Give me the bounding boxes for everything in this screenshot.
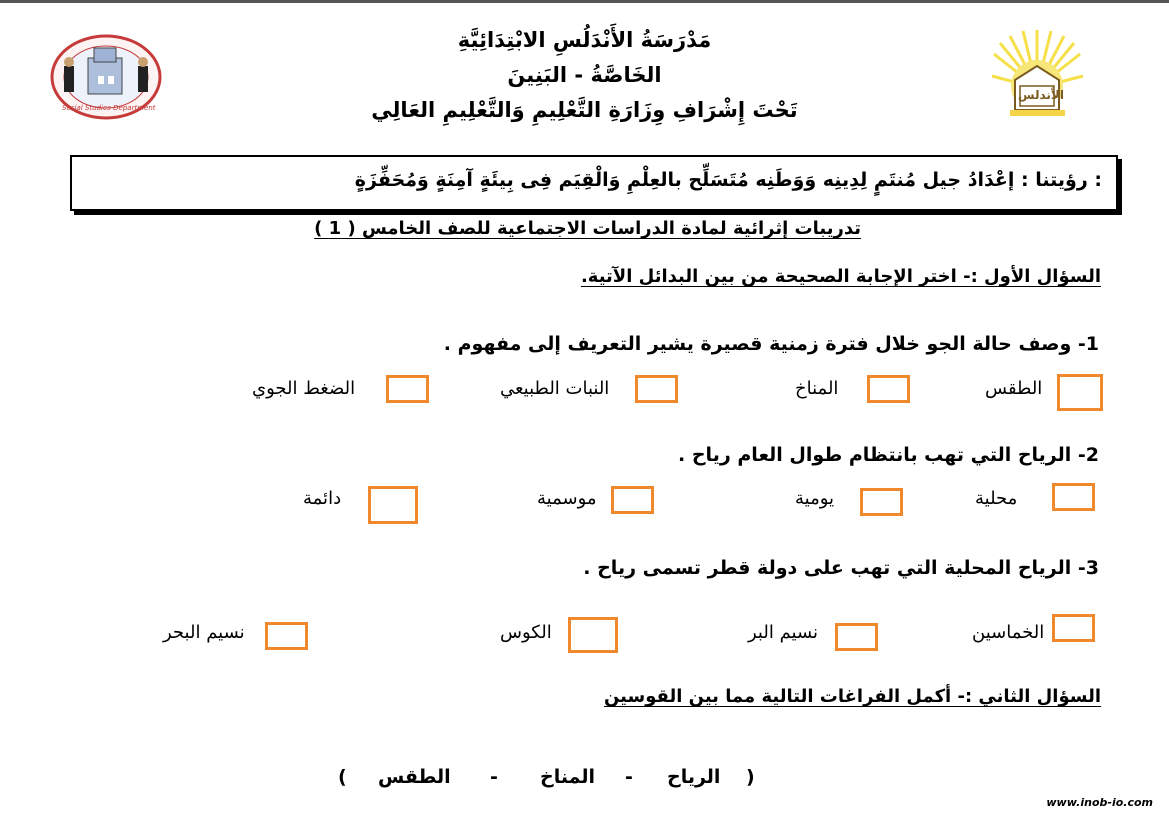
- option-label: النبات الطبيعي: [500, 378, 610, 399]
- vision-box: [70, 155, 1118, 211]
- option-label: الخماسين: [972, 622, 1045, 643]
- top-border: [0, 0, 1169, 3]
- checkbox-option[interactable]: [835, 623, 878, 651]
- checkbox-option[interactable]: [611, 486, 654, 514]
- logo-text: الأندلس: [1018, 88, 1064, 102]
- school-name: مَدْرَسَةُ الأَنْدَلُسِ الابْتِدَائِيَّةِ: [457, 28, 712, 52]
- question-two-heading: السؤال الثاني :- أكمل الفراغات التالية مما بين القوسين: [603, 686, 1101, 707]
- checkbox-option[interactable]: [386, 375, 429, 403]
- word-bank-word: المناخ: [540, 766, 595, 788]
- ministry-supervision: تَحْتَ إِشْرَافِ وِزَارَةِ التَّعْلِيمِ وَالتَّعْلِيمِ العَالِي: [371, 98, 798, 122]
- question-1-text: 1- وصف حالة الجو خلال فترة زمنية قصيرة يشير التعريف إلى مفهوم .: [443, 333, 1099, 355]
- website-footer: www.inob-io.com: [1046, 796, 1153, 809]
- option-label: دائمة: [303, 488, 342, 509]
- school-section: الخَاصَّةُ - البَنِينَ: [507, 63, 662, 87]
- department-logo-text: Social Studies Department: [62, 104, 156, 112]
- option-label: الكوس: [500, 622, 552, 643]
- word-bank-open-paren: (: [746, 766, 755, 788]
- checkbox-option[interactable]: [635, 375, 678, 403]
- checkbox-option[interactable]: [1057, 374, 1103, 411]
- word-bank-word: الرياح: [667, 766, 721, 788]
- word-bank-separator: -: [625, 766, 633, 788]
- checkbox-option[interactable]: [368, 486, 418, 524]
- option-label: نسيم البحر: [163, 622, 245, 643]
- question-3-text: 3- الرياح المحلية التي تهب على دولة قطر تسمى رياح .: [583, 557, 1099, 579]
- word-bank-close-paren: ): [338, 766, 347, 788]
- option-label: نسيم البر: [748, 622, 819, 643]
- checkbox-option[interactable]: [265, 622, 308, 650]
- word-bank-separator: -: [490, 766, 498, 788]
- option-label: الطقس: [985, 378, 1043, 399]
- checkbox-option[interactable]: [1052, 483, 1095, 511]
- option-label: محلية: [975, 488, 1018, 509]
- option-label: موسمية: [537, 488, 597, 509]
- option-label: الضغط الجوي: [252, 378, 356, 399]
- option-label: يومية: [795, 488, 835, 509]
- checkbox-option[interactable]: [1052, 614, 1095, 642]
- word-bank-word: الطقس: [378, 766, 451, 788]
- checkbox-option[interactable]: [867, 375, 910, 403]
- question-2-text: 2- الرياح التي تهب بانتظام طوال العام رياح .: [678, 444, 1099, 466]
- option-label: المناخ: [795, 378, 839, 399]
- question-one-heading: السؤال الأول :- اختر الإجابة الصحيحة من بين البدائل الآتية.: [580, 266, 1101, 287]
- checkbox-option[interactable]: [860, 488, 903, 516]
- checkbox-option[interactable]: [568, 617, 618, 653]
- vision-text: : رؤيتنا : إعْدَادُ جيل مُنتَمٍ لِدِينِه وَوَطَنِه مُتَسَلِّح بالعِلْمِ وَالْقِيَم فِى بِيئَةٍ آمِنَةٍ وَمُحَفِّزَةٍ: [354, 169, 1102, 191]
- worksheet-title: تدريبات إثرائية لمادة الدراسات الاجتماعية للصف الخامس ( 1 ): [314, 218, 861, 239]
